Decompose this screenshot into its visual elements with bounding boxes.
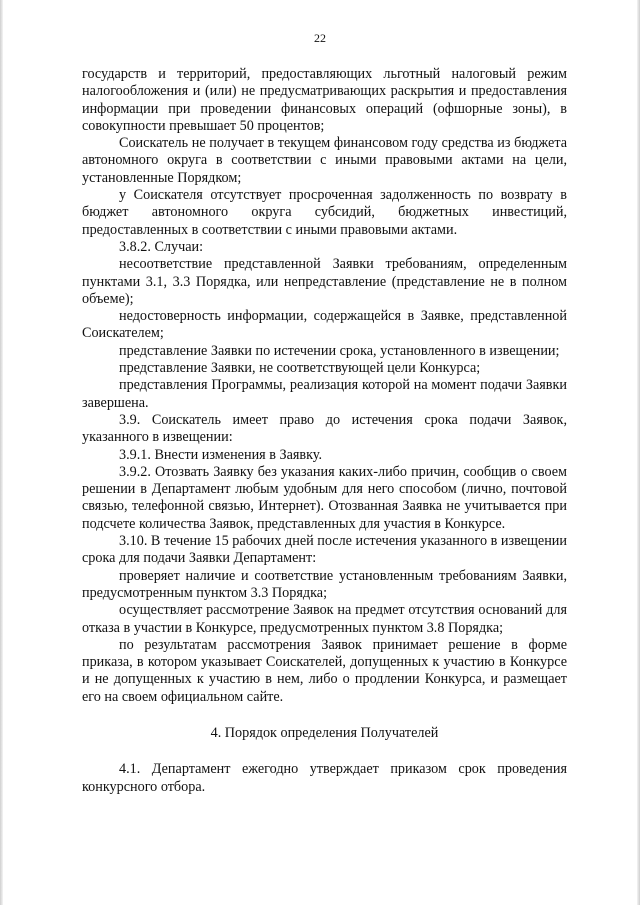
paragraph: у Соискателя отсутствует просроченная задолженность по возврату в бюджет автономного округа субсидий, бюджетных инвестиций, предоставленных в соответствии с иными правовыми актами. xyxy=(82,187,567,238)
paragraphs-after-heading xyxy=(82,761,567,796)
paragraph: 3.9.2. Отозвать Заявку без указания каких-либо причин, сообщив о своем решении в Департамент любым удобным для него способом (лично, почтовой связью, телефонной связью, Интернет). Отозванная Заявка не учитывается при подсчете количества Заявок, представленных для участия в Конкурсе. xyxy=(82,463,567,532)
section-heading: 4. Порядок определения Получателей xyxy=(210,724,439,741)
paragraph: представление Заявки по истечении срока, установленного в извещении; xyxy=(119,342,560,359)
paragraph: несоответствие представленной Заявки требованиям, определенным пунктами 3.1, 3.3 Порядка, или непредставление (представление не в полном объеме); xyxy=(82,256,567,307)
paragraphs-before-heading xyxy=(82,66,567,706)
paragraph: 3.8.2. Случаи: xyxy=(119,238,204,255)
paragraph: представления Программы, реализация которой на момент подачи Заявки завершена. xyxy=(82,377,567,411)
paragraph: государств и территорий, предоставляющих льготный налоговый режим налогообложения и (или) не предусматривающих раскрытия и предоставления информации при проведении финансовых операций (офшорные зоны), в совокупности превышает 50 процентов; xyxy=(82,66,567,134)
paragraph: 3.9.1. Внести изменения в Заявку. xyxy=(119,446,323,463)
paragraph: осуществляет рассмотрение Заявок на предмет отсутствия оснований для отказа в участии в Конкурсе, предусмотренных пунктом 3.8 Порядка; xyxy=(82,602,567,636)
paragraph: 4.1. Департамент ежегодно утверждает приказом срок проведения конкурсного отбора. xyxy=(82,761,567,795)
paragraph: по результатам рассмотрения Заявок принимает решение в форме приказа, в котором указывает Соискателей, допущенных к участию в Конкурсе и не допущенных к участию в нем, либо о продлении Конкурса, и размещает его на своем официальном сайте. xyxy=(82,636,567,705)
paragraph: Соискатель не получает в текущем финансовом году средства из бюджета автономного округа в соответствии с иными правовыми актами на цели, установленные Порядком; xyxy=(82,135,567,186)
paragraph: представление Заявки, не соответствующей цели Конкурса; xyxy=(119,360,481,377)
paragraph: 3.9. Соискатель имеет право до истечения срока подачи Заявок, указанного в извещении: xyxy=(82,411,567,446)
paragraph: 3.10. В течение 15 рабочих дней после истечения указанного в извещении срока для подачи Заявки Департамент: xyxy=(82,533,567,567)
document-body xyxy=(82,66,567,796)
paragraph: проверяет наличие и соответствие установленным требованиям Заявки, предусмотренным пунктом 3.3 Порядка; xyxy=(82,567,567,601)
scan-edge-left xyxy=(0,0,3,905)
page-number: 22 xyxy=(314,31,326,45)
paragraph: недостоверность информации, содержащейся в Заявке, представленной Соискателем; xyxy=(82,308,567,342)
